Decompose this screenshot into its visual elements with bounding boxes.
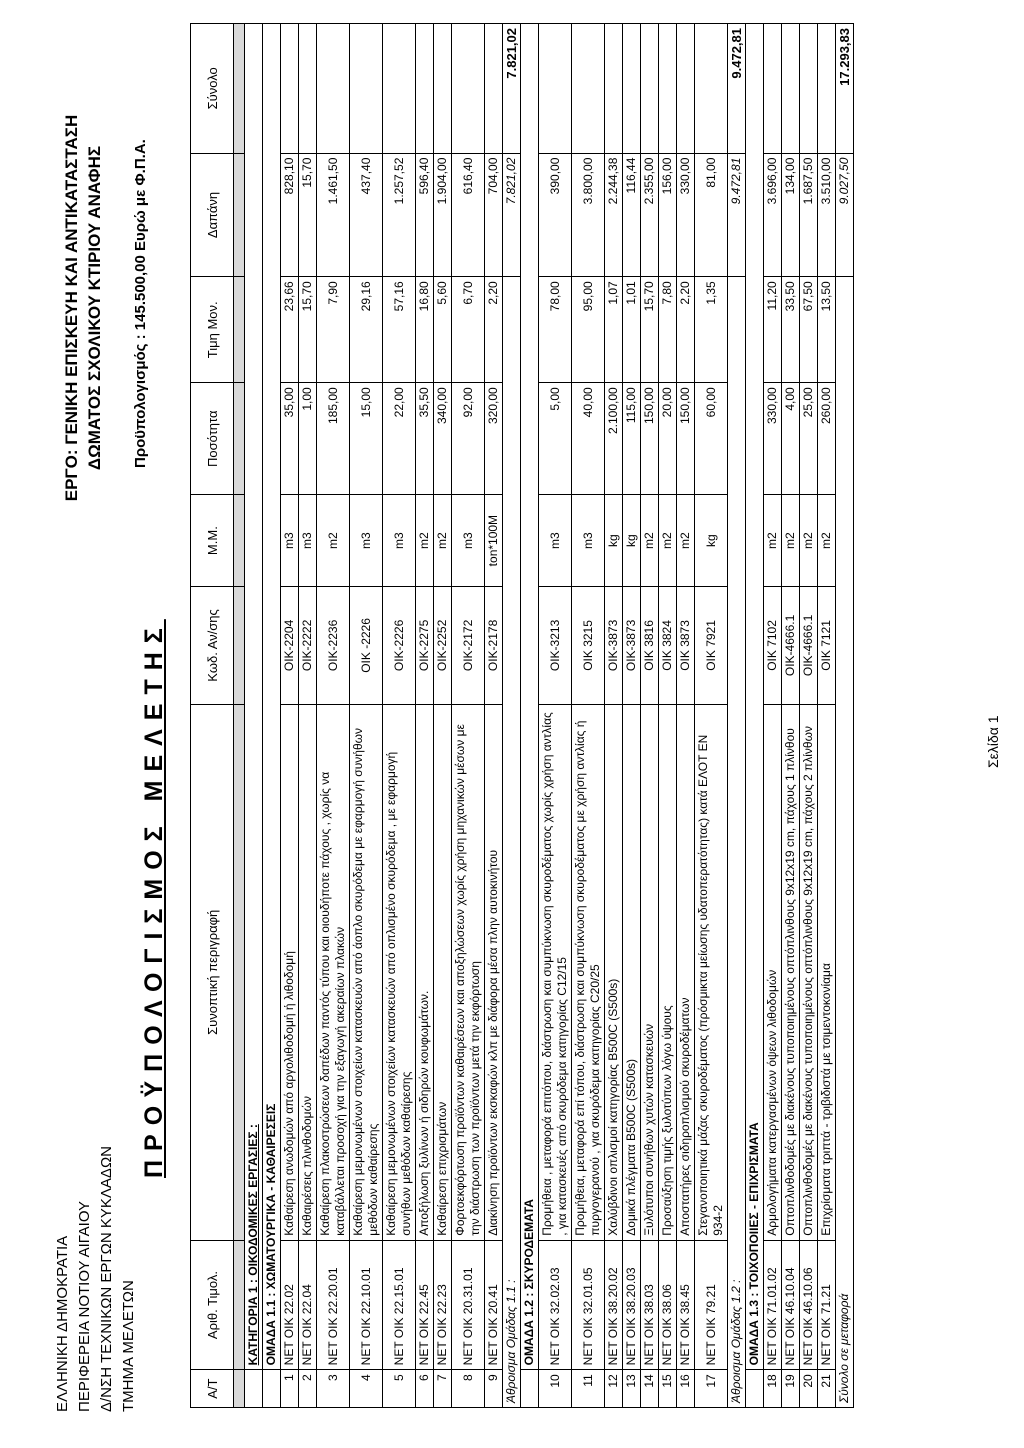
- item-number: 7: [434, 1370, 452, 1408]
- item-quantity: 340,00: [434, 383, 452, 495]
- item-analysis-code: ΟΙΚ-2172: [452, 587, 485, 705]
- item-total: [485, 24, 503, 154]
- item-unit: m2: [659, 495, 677, 587]
- item-total: [659, 24, 677, 154]
- item-description: Προμήθεια, μεταφορά επί τόπου, διάστρωση και συμπύκνωση σκυροδέματος με χρήση αντλίας ή πυργογερανού , για σκυρόδεμα κατηγορίας C20/25: [572, 704, 605, 1240]
- item-description: Οπτοπλινθοδομές με διακένους τυποποιημένους οπτόπλινθους 9x12x19 cm, πάχους 1 πλίνθου: [782, 704, 800, 1240]
- item-analysis-code: ΟΙΚ 3215: [572, 587, 605, 705]
- item-description: Χαλύβδινοι οπλισμοί κατηγορίας B500C (S500s): [605, 704, 623, 1240]
- item-cost: 116,44: [623, 153, 641, 277]
- subtotal-cost: 7.821,02: [503, 153, 521, 277]
- empty-cell: [746, 1370, 764, 1408]
- item-quantity: 260,00: [818, 383, 836, 495]
- item-unit-price: 95,00: [572, 277, 605, 383]
- item-unit-price: 16,80: [416, 277, 434, 383]
- empty-cell: [521, 1370, 539, 1408]
- item-number: 3: [317, 1370, 350, 1408]
- item-total: [677, 24, 695, 154]
- item-cost: 704,00: [485, 153, 503, 277]
- group-label: ΟΜΑΔΑ 1.2 : ΣΚΥΡΟΔΕΜΑΤΑ: [521, 24, 539, 1370]
- table-row: [605, 24, 623, 1408]
- item-quantity: 2.100,00: [605, 383, 623, 495]
- item-unit: m3: [299, 495, 317, 587]
- table-row: [350, 24, 383, 1408]
- item-description: Οπτοπλινθοδομές με διακένους τυποποιημένους οπτόπλινθους 9x12x19 cm, πάχους 2 πλίνθων: [800, 704, 818, 1240]
- col-header-code: Αριθ. Τιμολ.: [191, 1240, 234, 1370]
- item-code: ΝΕΤ ΟΙΚ 22.10.01: [350, 1240, 383, 1370]
- item-description: Αποξήλωση ξυλίνων ή σιδηρών κουφωμάτων.: [416, 704, 434, 1240]
- project-line-2: ΔΩΜΑΤΟΣ ΣΧΟΛΙΚΟΥ ΚΤΙΡΙΟΥ ΑΝΑΦΗΣ: [85, 145, 104, 471]
- item-total: [818, 24, 836, 154]
- table-row: [299, 24, 317, 1408]
- item-unit: m2: [782, 495, 800, 587]
- item-number: 16: [677, 1370, 695, 1408]
- table-row: [572, 24, 605, 1408]
- group-label: ΟΜΑΔΑ 1.3 : ΤΟΙΧΟΠΟΙΙΕΣ - ΕΠΙΧΡΙΣΜΑΤΑ: [746, 24, 764, 1370]
- item-total: [317, 24, 350, 154]
- item-analysis-code: ΟΙΚ-3873: [623, 587, 641, 705]
- table-row: [677, 24, 695, 1408]
- item-cost: 1.257,52: [383, 153, 416, 277]
- item-quantity: 15,00: [350, 383, 383, 495]
- item-code: ΝΕΤ ΟΙΚ 71.01.02: [764, 1240, 782, 1370]
- item-unit-price: 67,50: [800, 277, 818, 383]
- item-code: ΝΕΤ ΟΙΚ 38.03: [641, 1240, 659, 1370]
- item-analysis-code: ΟΙΚ 7121: [818, 587, 836, 705]
- item-description: Καθαίρεση μεμονωμένων στοιχείων κατασκευών από οπλισμένο σκυρόδεμα , με εφαρμογή συνήθων μεθόδων καθαίρεσης: [383, 704, 416, 1240]
- item-unit: m3: [383, 495, 416, 587]
- authority-line-3: Δ/ΝΣΗ ΤΕΧΝΙΚΩΝ ΕΡΓΩΝ ΚΥΚΛΑΔΩΝ: [98, 1145, 115, 1412]
- item-cost: 596,40: [416, 153, 434, 277]
- item-number: 17: [695, 1370, 728, 1408]
- item-quantity: 35,00: [281, 383, 299, 495]
- item-total: [281, 24, 299, 154]
- table-row: [818, 24, 836, 1408]
- item-number: 21: [818, 1370, 836, 1408]
- item-total: [452, 24, 485, 154]
- item-unit-price: 29,16: [350, 277, 383, 383]
- item-cost: 15,70: [299, 153, 317, 277]
- subtotal-total: 7.821,02: [503, 24, 521, 154]
- item-cost: 2.244,38: [605, 153, 623, 277]
- item-code: ΝΕΤ ΟΙΚ 46.10.04: [782, 1240, 800, 1370]
- item-unit-price: 1,01: [623, 277, 641, 383]
- item-total: [695, 24, 728, 154]
- item-quantity: 150,00: [677, 383, 695, 495]
- subtotal-row-1-1: [503, 24, 521, 1408]
- item-number: 2: [299, 1370, 317, 1408]
- item-number: 19: [782, 1370, 800, 1408]
- group-row-1-1: [263, 24, 281, 1408]
- item-unit: m3: [539, 495, 572, 587]
- item-number: 15: [659, 1370, 677, 1408]
- item-total: [416, 24, 434, 154]
- item-unit: m2: [800, 495, 818, 587]
- col-header-desc: Συνοπτική περιγραφή: [191, 704, 234, 1240]
- item-code: ΝΕΤ ΟΙΚ 46.10.06: [800, 1240, 818, 1370]
- item-cost: 437,40: [350, 153, 383, 277]
- subtotal-cost: 9.027,50: [836, 153, 854, 277]
- table-row: [383, 24, 416, 1408]
- table-header-row: [191, 24, 234, 1408]
- item-quantity: 185,00: [317, 383, 350, 495]
- authority-line-4: ΤΜΗΜΑ ΜΕΛΕΤΩΝ: [120, 1280, 137, 1412]
- item-cost: 1.904,00: [434, 153, 452, 277]
- subtotal-label: Άθροισμα Ομάδας 1.1 :: [503, 277, 521, 1408]
- item-total: [299, 24, 317, 154]
- subtotal-row-1-2: [728, 24, 746, 1408]
- col-header-price: Τιμη Μον.: [191, 277, 234, 383]
- item-analysis-code: ΟΙΚ-4666.1: [800, 587, 818, 705]
- col-header-qty: Ποσότητα: [191, 383, 234, 495]
- category-row: [245, 24, 263, 1408]
- item-description: Προσαύξηση τιμής ξυλοτύπων λόγω ύψους: [659, 704, 677, 1240]
- item-unit-price: 7,80: [659, 277, 677, 383]
- item-unit: kg: [623, 495, 641, 587]
- item-number: 6: [416, 1370, 434, 1408]
- project-header: [60, 38, 106, 578]
- item-code: ΝΕΤ ΟΙΚ 22.04: [299, 1240, 317, 1370]
- item-analysis-code: ΟΙΚ 3873: [677, 587, 695, 705]
- authority-header: [52, 1146, 140, 1412]
- item-code: ΝΕΤ ΟΙΚ 20.31.01: [452, 1240, 485, 1370]
- item-analysis-code: ΟΙΚ-2275: [416, 587, 434, 705]
- item-analysis-code: ΟΙΚ-3873: [605, 587, 623, 705]
- item-code: ΝΕΤ ΟΙΚ 71.21: [818, 1240, 836, 1370]
- item-unit-price: 1,35: [695, 277, 728, 383]
- item-description: Καθαιρέσεις πλινθοδομών: [299, 704, 317, 1240]
- item-cost: 330,00: [677, 153, 695, 277]
- item-quantity: 5,00: [539, 383, 572, 495]
- item-description: Επιχρίσματα τριπτά - τριβιδιστά με τσιμεντοκονίαμα: [818, 704, 836, 1240]
- table-row: [641, 24, 659, 1408]
- subtotal-total: 17.293,83: [836, 24, 854, 154]
- item-description: Προμήθεια , μεταφορά επιτόπου, διάστρωση και συμπύκνωση σκυροδέματος χωρίς χρήση αντλίας , για κατασκευές από σκυρόδεμα κατηγορίας C12/15: [539, 704, 572, 1240]
- item-total: [350, 24, 383, 154]
- item-code: ΝΕΤ ΟΙΚ 22.45: [416, 1240, 434, 1370]
- item-analysis-code: ΟΙΚ 3816: [641, 587, 659, 705]
- carry-forward-row: [836, 24, 854, 1408]
- item-description: Φορτοεκφόρτωση προϊόντων καθαιρέσεων και αποξηλώσεων χωρίς χρήση μηχανικών μέσων με την διάστρωση των προϊόντων μετά την εκφόρτωση: [452, 704, 485, 1240]
- item-number: 14: [641, 1370, 659, 1408]
- item-quantity: 330,00: [764, 383, 782, 495]
- item-unit-price: 2,20: [485, 277, 503, 383]
- item-unit: kg: [695, 495, 728, 587]
- item-description: Αρμολογήματα κατεργασμένων όψεων λιθοδομών: [764, 704, 782, 1240]
- subtotal-total: 9.472,81: [728, 24, 746, 154]
- shaded-row: [234, 24, 245, 1408]
- item-total: [641, 24, 659, 154]
- item-total: [782, 24, 800, 154]
- item-cost: 134,00: [782, 153, 800, 277]
- subtotal-cost: 9.472,81: [728, 153, 746, 277]
- subtotal-label: Άθροισμα Ομάδας 1.2 :: [728, 277, 746, 1408]
- item-number: 11: [572, 1370, 605, 1408]
- item-total: [539, 24, 572, 154]
- item-total: [434, 24, 452, 154]
- col-header-unit: Μ.Μ.: [191, 495, 234, 587]
- item-quantity: 4,00: [782, 383, 800, 495]
- item-analysis-code: ΟΙΚ-4666.1: [782, 587, 800, 705]
- item-unit: m3: [572, 495, 605, 587]
- item-number: 5: [383, 1370, 416, 1408]
- item-quantity: 92,00: [452, 383, 485, 495]
- authority-line-1: ΕΛΛΗΝΙΚΗ ΔΗΜΟΚΡΑΤΙΑ: [54, 1235, 71, 1412]
- item-unit-price: 23,66: [281, 277, 299, 383]
- item-unit: m2: [641, 495, 659, 587]
- item-code: ΝΕΤ ΟΙΚ 22.23: [434, 1240, 452, 1370]
- table-row: [800, 24, 818, 1408]
- item-quantity: 35,50: [416, 383, 434, 495]
- item-code: ΝΕΤ ΟΙΚ 38.06: [659, 1240, 677, 1370]
- item-unit: m2: [677, 495, 695, 587]
- item-cost: 3.800,00: [572, 153, 605, 277]
- item-number: 9: [485, 1370, 503, 1408]
- item-description: Καθαίρεση επιχρισμάτων: [434, 704, 452, 1240]
- item-unit-price: 78,00: [539, 277, 572, 383]
- item-code: ΝΕΤ ΟΙΚ 22.20.01: [317, 1240, 350, 1370]
- item-description: Καθαίρεση ανωδομών από αργολιθοδομή ή λιθοδομή: [281, 704, 299, 1240]
- item-cost: 616,40: [452, 153, 485, 277]
- item-unit: m2: [317, 495, 350, 587]
- project-line-1: ΕΡΓΟ: ΓΕΝΙΚΗ ΕΠΙΣΚΕΥΗ ΚΑΙ ΑΝΤΙΚΑΤΑΣΤΑΣΗ: [62, 114, 81, 502]
- table-row: [317, 24, 350, 1408]
- item-cost: 390,00: [539, 153, 572, 277]
- col-header-kod: Κωδ. Αν/σης: [191, 587, 234, 705]
- item-analysis-code: ΟΙΚ 7921: [695, 587, 728, 705]
- item-unit-price: 6,70: [452, 277, 485, 383]
- item-analysis-code: ΟΙΚ-2252: [434, 587, 452, 705]
- item-unit-price: 11,20: [764, 277, 782, 383]
- group-label: ΟΜΑΔΑ 1.1 : ΧΩΜΑΤΟΥΡΓΙΚΑ - ΚΑΘΑΙΡΕΣΕΙΣ: [263, 24, 281, 1370]
- item-description: Διακίνηση προϊόντων εκσκαφών κλπ με διάφορα μέσα πλην αυτοκινήτου: [485, 704, 503, 1240]
- item-number: 20: [800, 1370, 818, 1408]
- item-quantity: 150,00: [641, 383, 659, 495]
- item-unit-price: 15,70: [299, 277, 317, 383]
- item-unit: m2: [434, 495, 452, 587]
- item-code: ΝΕΤ ΟΙΚ 32.01.05: [572, 1240, 605, 1370]
- item-description: Στεγανοποιητικά μάζας σκυροδέματος (πρόσμικτα μείωσης υδατοπερατότητας) κατά ΕΛΟΤ ΕΝ 934-2: [695, 704, 728, 1240]
- item-unit: ton*100M: [485, 495, 503, 587]
- item-unit-price: 2,20: [677, 277, 695, 383]
- item-analysis-code: ΟΙΚ-2236: [317, 587, 350, 705]
- table-row: [452, 24, 485, 1408]
- table-row: [539, 24, 572, 1408]
- item-unit: kg: [605, 495, 623, 587]
- table-row: [764, 24, 782, 1408]
- item-number: 1: [281, 1370, 299, 1408]
- item-unit: m3: [452, 495, 485, 587]
- authority-line-2: ΠΕΡΙΦΕΡΕΙΑ ΝΟΤΙΟΥ ΑΙΓΑΙΟΥ: [76, 1200, 93, 1412]
- item-quantity: 22,00: [383, 383, 416, 495]
- table-row: [416, 24, 434, 1408]
- item-description: Αποστατήρες σιδηροπλισμού σκυροδέματων: [677, 704, 695, 1240]
- item-cost: 1.687,50: [800, 153, 818, 277]
- item-unit: m2: [416, 495, 434, 587]
- item-quantity: 60,00: [695, 383, 728, 495]
- item-cost: 156,00: [659, 153, 677, 277]
- item-analysis-code: ΟΙΚ-2204: [281, 587, 299, 705]
- item-unit-price: 13,50: [818, 277, 836, 383]
- item-analysis-code: ΟΙΚ-2226: [383, 587, 416, 705]
- table-row: [623, 24, 641, 1408]
- item-analysis-code: ΟΙΚ 7102: [764, 587, 782, 705]
- item-code: ΝΕΤ ΟΙΚ 79.21: [695, 1240, 728, 1370]
- group-row-1-3: [746, 24, 764, 1408]
- item-cost: 3.696,00: [764, 153, 782, 277]
- item-analysis-code: ΟΙΚ-2222: [299, 587, 317, 705]
- item-description: Δομικά πλέγματα B500C (S500s): [623, 704, 641, 1240]
- table-row: [659, 24, 677, 1408]
- item-analysis-code: ΟΙΚ-3213: [539, 587, 572, 705]
- item-total: [572, 24, 605, 154]
- item-quantity: 20,00: [659, 383, 677, 495]
- table-row: [485, 24, 503, 1408]
- item-quantity: 40,00: [572, 383, 605, 495]
- item-number: 4: [350, 1370, 383, 1408]
- item-cost: 2.355,00: [641, 153, 659, 277]
- item-code: ΝΕΤ ΟΙΚ 22.02: [281, 1240, 299, 1370]
- item-code: ΝΕΤ ΟΙΚ 32.02.03: [539, 1240, 572, 1370]
- col-header-cost: Δαπάνη: [191, 153, 234, 277]
- item-unit-price: 7,90: [317, 277, 350, 383]
- table-row: [695, 24, 728, 1408]
- item-code: ΝΕΤ ΟΙΚ 38.20.02: [605, 1240, 623, 1370]
- item-analysis-code: ΟΙΚ-2178: [485, 587, 503, 705]
- item-unit: m2: [764, 495, 782, 587]
- item-total: [605, 24, 623, 154]
- item-analysis-code: ΟΙΚ 3824: [659, 587, 677, 705]
- item-description: Ξυλότυποι συνήθων χυτών κατασκευών: [641, 704, 659, 1240]
- table-body: [234, 24, 854, 1408]
- budget-table: [190, 23, 854, 1408]
- category-label: ΚΑΤΗΓΟΡΙΑ 1 : ΟΙΚΟΔΟΜΙΚΕΣ ΕΡΓΑΣΙΕΣ :: [245, 24, 263, 1370]
- item-description: Καθαίρεση μεμονωμένων στοιχείων κατασκευών από άοπλο σκυρόδεμα με εφαρμογή συνήθων μεθόδων καθαίρεσης: [350, 704, 383, 1240]
- item-code: ΝΕΤ ΟΙΚ 20.41: [485, 1240, 503, 1370]
- item-number: 8: [452, 1370, 485, 1408]
- item-quantity: 320,00: [485, 383, 503, 495]
- item-description: Καθαίρεση πλακοστρώσεων δαπέδων παντός τύπου και οιουδήποτε πάχους , χωρίς να καταβάλλεται προσοχή για την εξαγωγή ακεραίων πλακών: [317, 704, 350, 1240]
- item-unit-price: 5,60: [434, 277, 452, 383]
- col-header-aa: Α/Τ: [191, 1370, 234, 1408]
- item-number: 18: [764, 1370, 782, 1408]
- item-total: [623, 24, 641, 154]
- item-cost: 81,00: [695, 153, 728, 277]
- item-code: ΝΕΤ ΟΙΚ 38.20.03: [623, 1240, 641, 1370]
- group-row-1-2: [521, 24, 539, 1408]
- item-unit-price: 57,16: [383, 277, 416, 383]
- item-number: 10: [539, 1370, 572, 1408]
- page-number: Σελίδα 1: [985, 715, 1001, 768]
- item-cost: 1.461,50: [317, 153, 350, 277]
- item-analysis-code: ΟΙΚ -2226: [350, 587, 383, 705]
- item-code: ΝΕΤ ΟΙΚ 38.45: [677, 1240, 695, 1370]
- col-header-total: Σύνολο: [191, 24, 234, 154]
- item-total: [800, 24, 818, 154]
- item-number: 12: [605, 1370, 623, 1408]
- item-cost: 828,10: [281, 153, 299, 277]
- item-unit-price: 1,07: [605, 277, 623, 383]
- project-budget: Προϋπολογισμός : 145.500,00 Ευρώ με Φ.Π.Α.: [132, 139, 149, 468]
- item-unit-price: 15,70: [641, 277, 659, 383]
- table-row: [434, 24, 452, 1408]
- item-cost: 3.510,00: [818, 153, 836, 277]
- item-number: 13: [623, 1370, 641, 1408]
- empty-cell: [263, 1370, 281, 1408]
- table-row: [782, 24, 800, 1408]
- item-total: [764, 24, 782, 154]
- item-unit: m2: [818, 495, 836, 587]
- item-quantity: 115,00: [623, 383, 641, 495]
- table-row: [281, 24, 299, 1408]
- item-quantity: 25,00: [800, 383, 818, 495]
- item-unit-price: 33,50: [782, 277, 800, 383]
- item-quantity: 1,00: [299, 383, 317, 495]
- item-unit: m3: [350, 495, 383, 587]
- page-title: ΠΡΟΫΠΟΛΟΓΙΣΜΟΣ ΜΕΛΕΤΗΣ: [140, 619, 168, 1178]
- item-total: [383, 24, 416, 154]
- item-code: ΝΕΤ ΟΙΚ 22.15.01: [383, 1240, 416, 1370]
- subtotal-label: Σύνολο σε μεταφορά: [836, 277, 854, 1408]
- item-unit: m3: [281, 495, 299, 587]
